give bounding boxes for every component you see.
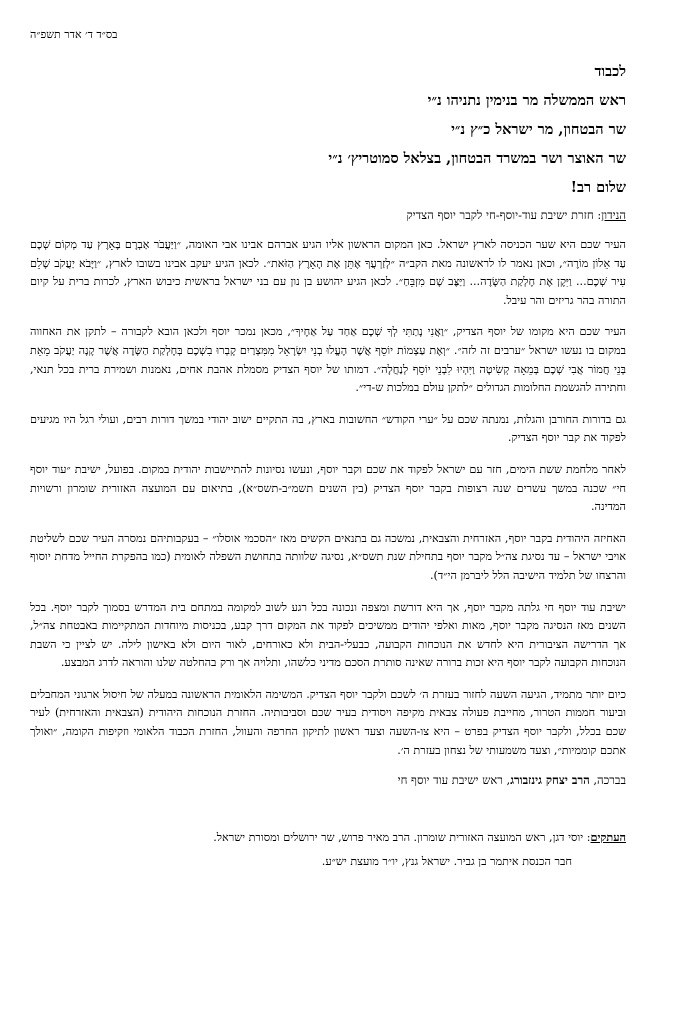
letter-date: בס״ד ד׳ אדר תשפ״ה bbox=[30, 28, 118, 41]
subject-text: : חזרת ישיבת עוד-יוסף-חי לקבר יוסף הצדיק bbox=[406, 208, 602, 222]
address-line-salutation: לכבוד bbox=[594, 63, 626, 80]
paragraph-exile-generations: גם בדורות החורבן והגלות, נמנתה שכם על ״ערי הקודש״ החשובות בארץ, בה התקיים ישוב יהודי במשך דורות רבים, ועולי רגל היו מגיעים לפקוד את קבר יוסף הצדיק. bbox=[30, 412, 626, 445]
address-line-greeting: שלום רב! bbox=[570, 179, 626, 196]
address-line-finance-minister: שר האוצר ושר במשרד הבטחון, בצלאל סמוטריץ׳ נ״י bbox=[328, 150, 626, 167]
copies-label: העתקים bbox=[590, 830, 626, 845]
address-line-prime-minister: ראש הממשלה מר בנימין נתניהו נ״י bbox=[427, 92, 626, 109]
paragraph-six-day-war: לאחר מלחמת ששת הימים, חזר עם ישראל לפקוד את שכם וקבר יוסף, ונעשו נסיונות להתיישבות יהודית במקום. בפועל, ישיבת ״עוד יוסף חי״ שכנה במשך עשרים שנה רצופות בקבר יוסף הצדיק (בין השנים תשמ״ב-תשס״א), בתיאום עם המועצה האזורית שומרון ורשויות המדינה. bbox=[30, 462, 626, 514]
copies-recipients-1: : יוסי דגן, ראש המועצה האזורית שומרון. הרב מאיר פרוש, שר ירושלים ומסורת ישראל. bbox=[213, 831, 591, 845]
paragraph-oslo-withdrawal: האחיזה היהודית בקבר יוסף, האזרחית והצבאית, נמשכה גם בתנאים הקשים מאז ״הסכמי אוסלו״ – בעקבותיהם נמסרה העיר שכם לשליטת אויבי ישראל – עד נסיגת צה״ל מקבר יוסף בתחילת שנת תשס״א, נסיגה שלוותה בתחושת השפלה לאומית (כמו בהפקרת החייל מדחת יוסוף והרצחו של תלמיד הישיבה הלל ליברמן הי״ד). bbox=[30, 531, 626, 582]
paragraph-yeshiva-exile: ישיבת עוד יוסף חי גלתה מקבר יוסף, אך היא דורשת ומצפה ונכונה בכל רגע לשוב למקומה במתחם בית המדרש בסמוך לקבר יוסף. בכל השנים מאז הנסיגה מקבר יוסף, מאות ואלפי יהודים ממשיכים לפקוד את המקום דרך קבע, בכניסות מיוחדות המתקיימות באבטחת צה״ל, אך הדרישה הציבורית היא לחדש את הנוכחות הקבועה, כבעלי-הבית ולא כאורחים, לאור היום ולא באישון לילה. יש לציין כי השבת הנוכחות הקבועה לקבר יוסף היא זכות ברורה שאינה סותרת הסכם מדיני כלשהו, ותלויה אך ורק בהחלטה שלנו והוראה לדרג המבצע. bbox=[30, 600, 626, 670]
paragraph-shechem-gate: העיר שכם היא שער הכניסה לארץ ישראל. כאן המקום הראשון אליו הגיע אברהם אבינו אבי האומה, ״וַיַּעֲבֹר אַבְרָם בָּאָרֶץ עַד מְקוֹם שְׁכֶם עַד אֵלוֹן מוֹרֶה״, וכאן נאמר לו לראשונה מאת הקב״ה ״לְזַרְעֲךָ אֶתֵּן אֶת הָאָרֶץ הַזֹּאת״. לכאן הגיע יעקב אבינו בשובו לארץ, ״וַיָּבֹא יַעֲקֹב שָׁלֵם עִיר שְׁכֶם... וַיִּקֶן אֶת חֶלְקַת הַשָּׂדֶה... וַיַּצֶּב שָׁם מִזְבֵּחַ״. לכאן הגיע יהושע בן נון עם בני ישראל בראשית כיבוש הארץ, לכרות ברית על קיום התורה בהר גריזים והר עיבל. bbox=[30, 238, 626, 307]
signature-title: , ראש ישיבת עוד יוסף חי bbox=[397, 773, 511, 788]
signature-prefix: בברכה, bbox=[589, 773, 626, 788]
subject-label: הנידון bbox=[601, 208, 626, 222]
address-block bbox=[30, 57, 626, 202]
paragraph-call-to-return: כיום יותר מתמיד, הגיעה השעה לחזור בעזרת ה׳ לשכם ולקבר יוסף הצדיק. המשימה הלאומית הראשונה במעלה של חיסול ארגוני המחבלים וביעור חממות הטרור, מחייבת פעולה צבאית מקיפה ויסודית בעיר שכם וסביבותיה. החזרת הנוכחות היהודית (הצבאית והאזרחית) לעיר שכם בכלל, ולקבר יוסף הצדיק בפרט – היא צו-השעה וצעד ראשון לתיקון החרפה והעוול, החזרת הכבוד הלאומי וזקיפות הקומה, ״ואולך אתכם קוממיות״, וצעד משמעותי של נצחון בעזרת ה׳. bbox=[30, 687, 626, 757]
copies-line-1 bbox=[30, 825, 626, 850]
signature bbox=[30, 773, 626, 787]
address-line-defense-minister: שר הבטחון, מר ישראל כ״ץ נ״י bbox=[451, 121, 626, 138]
copies-block bbox=[30, 825, 626, 874]
signature-name: הרב יצחק גינזבורג bbox=[510, 773, 590, 788]
copies-line-2: חבר הכנסת איתמר בן גביר. ישראל גנץ, יו״ר מועצת יש״ע. bbox=[321, 855, 572, 869]
subject-line bbox=[30, 208, 626, 222]
paragraph-joseph-place: העיר שכם היא מקומו של יוסף הצדיק, ״וַאֲנִי נָתַתִּי לְךָ שְׁכֶם אַחַד עַל אַחֶיךָ״, מכאן נמכר יוסף ולכאן הובא לקבורה – לתקן את האחווה במקום בו נעשו ישראל ״ערבים זה לזה״. ״וְאֶת עַצְמוֹת יוֹסֵף אֲשֶׁר הֶעֱלוּ בְנֵי יִשְׂרָאֵל מִמִּצְרַיִם קָבְרוּ בִשְׁכֶם בְּחֶלְקַת הַשָּׂדֶה אֲשֶׁר קָנָה יַעֲקֹב מֵאֵת בְּנֵי חֲמוֹר אֲבִי שְׁכֶם בְּמֵאָה קְשִׂיטָה וַיִּהְיוּ לִבְנֵי יוֹסֵף לְנַחֲלָה״. דמותו של יוסף הצדיק מסמלת אהבת אחים, נאמנות ושמירת ברית בכל תנאי, וחתירה להגשמת החלומות הגדולים ״לתקן עולם במלכות ש-די״. bbox=[30, 325, 626, 395]
